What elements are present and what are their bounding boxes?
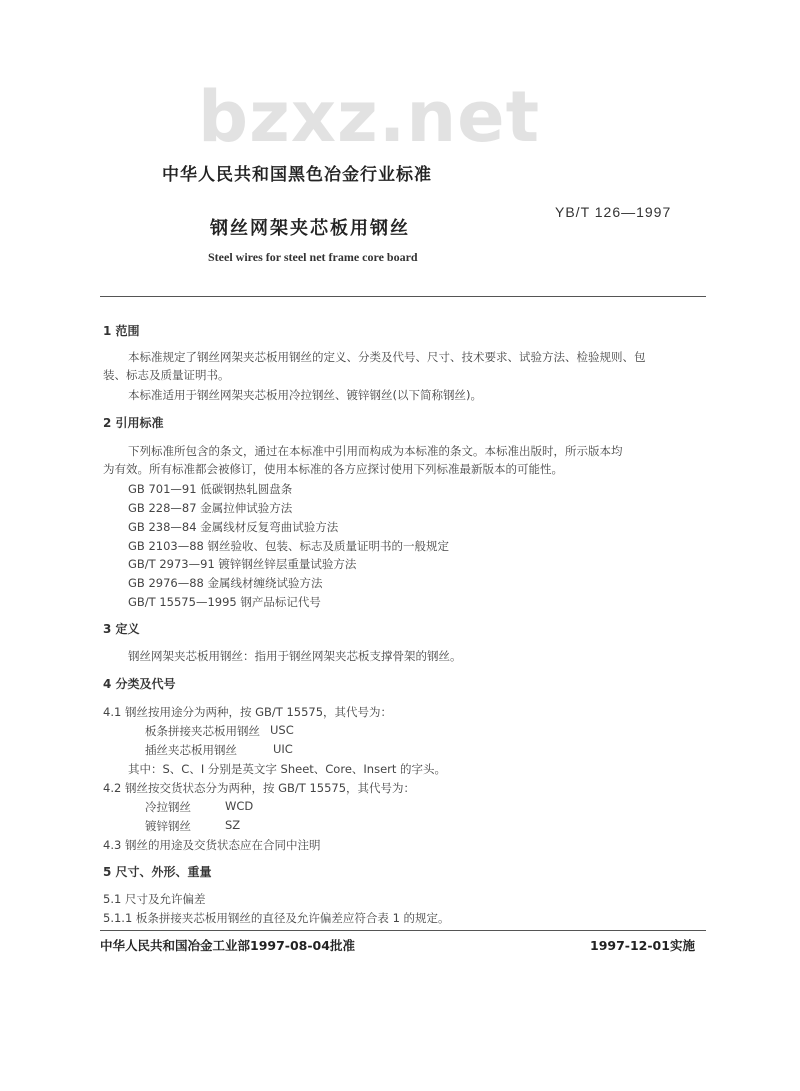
section-5-heading: 5 尺寸、外形、重量 [103,865,212,879]
effective-date: 1997-12-01实施 [590,938,695,953]
standard-category: 中华人民共和国黑色冶金行业标准 [162,165,432,185]
code-value: USC [270,723,294,737]
clause-5-1: 5.1 尺寸及允许偏差 [103,892,206,906]
clause-4-3: 4.3 钢丝的用途及交货状态应在合同中注明 [103,838,321,852]
paragraph: 装、标志及质量证明书。 [103,368,230,382]
section-1-heading: 1 范围 [103,324,140,338]
reference-item: GB 701—91 低碳钢热轧圆盘条 [128,482,293,496]
paragraph: 为有效。所有标准都会被修订，使用本标准的各方应探讨使用下列标准最新版本的可能性。 [103,462,563,476]
reference-item: GB/T 2973—91 镀锌钢丝锌层重量试验方法 [128,557,357,571]
reference-item: GB 228—87 金属拉伸试验方法 [128,501,293,515]
document-title: 钢丝网架夹芯板用钢丝 [210,218,410,239]
approval-info: 中华人民共和国冶金工业部1997-08-04批准 [100,938,355,953]
section-2-heading: 2 引用标准 [103,416,164,430]
paragraph: 钢丝网架夹芯板用钢丝：指用于钢丝网架夹芯板支撑骨架的钢丝。 [128,649,462,663]
paragraph: 本标准规定了钢丝网架夹芯板用钢丝的定义、分类及代号、尺寸、技术要求、试验方法、检验规则、包 [128,350,646,364]
code-name: 板条拼接夹芯板用钢丝 [145,724,260,738]
watermark: bzxz.net [198,76,541,158]
clause-4-2: 4.2 钢丝按交货状态分为两种，按 GB/T 15575，其代号为： [103,781,416,795]
code-name: 镀锌钢丝 [145,819,191,833]
code-value: SZ [225,818,241,832]
standard-code: YB/T 126—1997 [555,204,672,220]
reference-item: GB 238—84 金属线材反复弯曲试验方法 [128,520,339,534]
code-value: UIC [273,742,293,756]
paragraph: 本标准适用于钢丝网架夹芯板用冷拉钢丝、镀锌钢丝(以下简称钢丝)。 [128,388,482,402]
clause-5-1-1: 5.1.1 板条拼接夹芯板用钢丝的直径及允许偏差应符合表 1 的规定。 [103,911,450,925]
header-divider [100,296,706,297]
section-3-heading: 3 定义 [103,622,140,636]
clause-4-1: 4.1 钢丝按用途分为两种，按 GB/T 15575，其代号为： [103,705,393,719]
code-name: 插丝夹芯板用钢丝 [145,743,237,757]
code-name: 冷拉钢丝 [145,800,191,814]
document-title-en: Steel wires for steel net frame core board [208,250,418,264]
reference-item: GB/T 15575—1995 钢产品标记代号 [128,595,321,609]
note: 其中：S、C、I 分别是英文字 Sheet、Core、Insert 的字头。 [128,762,447,776]
reference-item: GB 2103—88 钢丝验收、包装、标志及质量证明书的一般规定 [128,539,450,553]
reference-item: GB 2976—88 金属线材缠绕试验方法 [128,576,323,590]
paragraph: 下列标准所包含的条文，通过在本标准中引用而构成为本标准的条文。本标准出版时，所示版本均 [128,444,623,458]
footer-divider [100,930,706,931]
section-4-heading: 4 分类及代号 [103,677,176,691]
code-value: WCD [225,799,254,813]
